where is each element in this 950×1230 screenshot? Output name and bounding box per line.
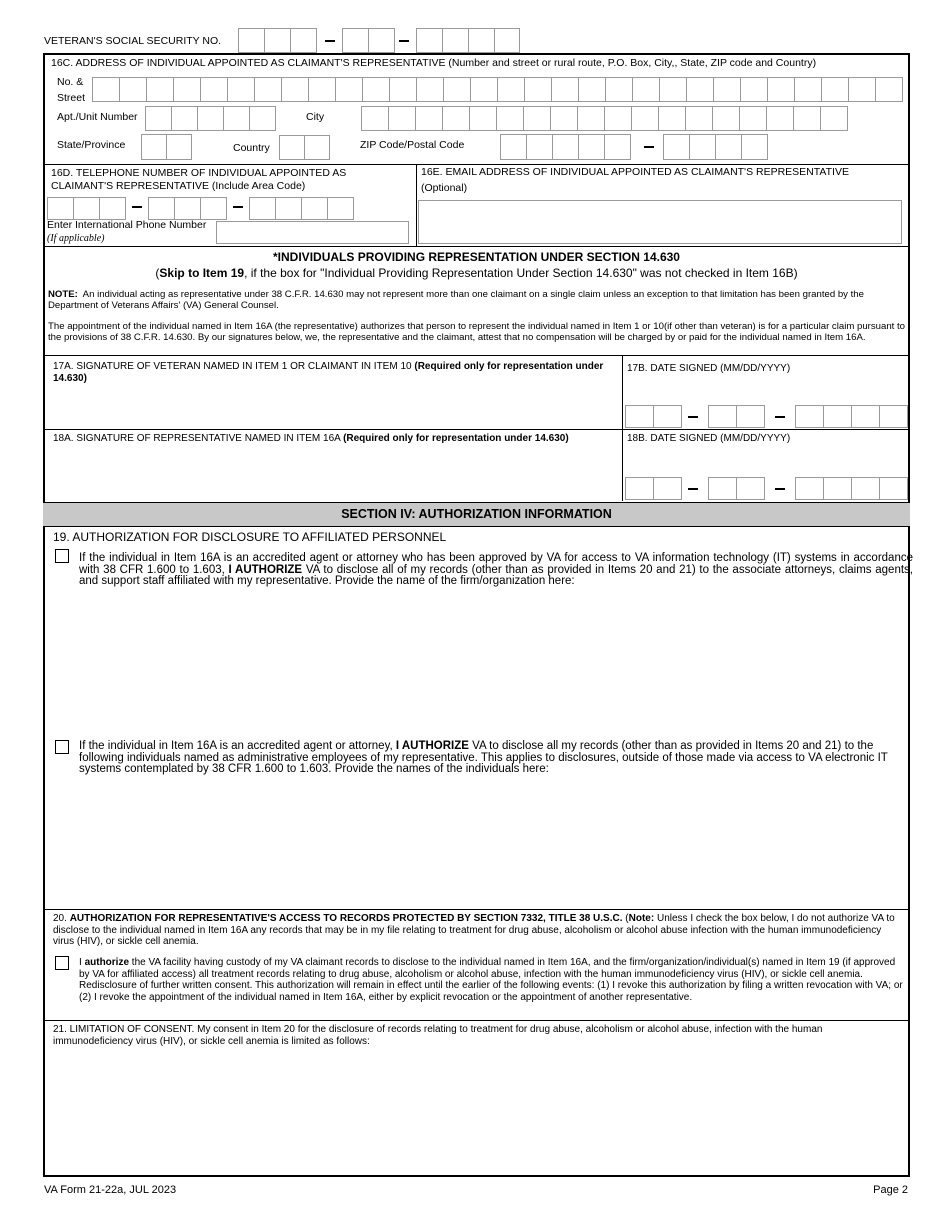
item-16e-optional: (Optional) <box>421 182 468 194</box>
street-char-box[interactable] <box>632 77 660 102</box>
year-char-box[interactable] <box>851 477 880 500</box>
city-char-box[interactable] <box>577 106 605 131</box>
divider <box>43 164 910 165</box>
dash-separator <box>775 488 785 490</box>
phone-area-char-box[interactable] <box>73 197 100 220</box>
item-17a-bold: (Required only for representation under 14.630) <box>53 361 604 384</box>
state-label: State/Province <box>57 139 126 151</box>
street-char-box[interactable] <box>848 77 876 102</box>
year-char-box[interactable] <box>823 477 852 500</box>
phone-prefix-char-box[interactable] <box>148 197 175 220</box>
street-char-box[interactable] <box>443 77 471 102</box>
section-4-title: SECTION IV: AUTHORIZATION INFORMATION <box>341 507 612 521</box>
city-char-box[interactable] <box>415 106 443 131</box>
item-18a-label <box>53 433 621 445</box>
ssn-digit-box[interactable] <box>468 28 495 53</box>
street-char-box[interactable] <box>659 77 687 102</box>
year-char-box[interactable] <box>795 477 824 500</box>
divider <box>622 355 623 501</box>
country-char-box[interactable] <box>304 135 330 160</box>
intl-phone-input[interactable] <box>216 221 409 244</box>
apt-char-box[interactable] <box>249 106 276 131</box>
item-16c-title: 16C. ADDRESS OF INDIVIDUAL APPOINTED AS CLAIMANT'S REPRESENTATIVE (Number and street or rural route, P.O. Box, City,, State, ZIP code and Country) <box>51 57 817 69</box>
year-char-box[interactable] <box>795 405 824 428</box>
city-char-box[interactable] <box>766 106 794 131</box>
street-char-box[interactable] <box>875 77 903 102</box>
dash-separator <box>132 206 142 208</box>
skip-bold: Skip to Item 19 <box>159 266 245 280</box>
street-char-box[interactable] <box>200 77 228 102</box>
limitation-area[interactable] <box>53 1052 903 1172</box>
year-char-box[interactable] <box>823 405 852 428</box>
intl-phone-note: (If applicable) <box>47 233 105 244</box>
street-char-box[interactable] <box>578 77 606 102</box>
street-char-box[interactable] <box>146 77 174 102</box>
item-20-heading <box>53 913 905 948</box>
rep-1463-heading: *INDIVIDUALS PROVIDING REPRESENTATION UNDER SECTION 14.630 <box>273 250 680 264</box>
apt-char-box[interactable] <box>171 106 198 131</box>
auth-post: the VA facility having custody of my VA claimant records to disclose to the individual named in Item 16A, and the firm/organization/individual(s) named in Item 19 (if approved by VA for affiliated access) all treatment records relating to drug abuse, alcoholism or alcohol abuse, infection with the human immunodeficiency virus (HIV), or sickle cell anemia. Redisclosure of further written consent. This authorization will remain in effect until the earlier of the following events: (1) I revoke this authorization by filing a written revocation with VA; or (2) I revoke the appointment of the individual named in Item 16A, either by explicit revocation or the appointment of another representative. <box>79 957 903 1003</box>
city-char-box[interactable] <box>523 106 551 131</box>
dash-separator <box>644 146 654 148</box>
zip-char-box[interactable] <box>500 134 527 160</box>
rep-1463-skip <box>43 266 910 280</box>
ssn-digit-box[interactable] <box>416 28 443 53</box>
item-19-option1-text <box>79 553 913 588</box>
item-21-body: My consent in Item 20 for the disclosure of records relating to treatment for drug abuse, alcoholism or alcohol abuse, infection with the human immunodeficiency virus (HIV), or sickle cell anemia is limited as follows: <box>53 1024 823 1047</box>
item-16d-title-line2: CLAIMANT'S REPRESENTATIVE (Include Area Code) <box>51 180 306 192</box>
city-char-box[interactable] <box>793 106 821 131</box>
street-char-box[interactable] <box>362 77 390 102</box>
rep-1463-appointment: The appointment of the individual named in Item 16A (the representative) authorizes that person to represent the individual named in Item 1 or 10(if other than veteran) is for a particular claim pursuant to the provisions of 38 C.F.R. 14.630. By our signatures below, we, the representative and the claimant, attest that no compensation will be charged by or paid for the individual named in Item 16A. <box>48 321 905 343</box>
intl-phone-label: Enter International Phone Number <box>47 219 207 231</box>
note-text: An individual acting as representative under 38 C.F.R. 14.630 may not represent more than one claimant on a single claim unless an exception to that limitation has been granted by the Department of Veterans Affairs' (VA) General Counsel. <box>48 289 864 311</box>
apt-char-box[interactable] <box>145 106 172 131</box>
item-18a-text: 18A. SIGNATURE OF REPRESENTATIVE NAMED IN ITEM 16A <box>53 433 341 444</box>
city-char-box[interactable] <box>469 106 497 131</box>
ssn-digit-box[interactable] <box>238 28 265 53</box>
divider <box>43 909 910 910</box>
phone-area-char-box[interactable] <box>47 197 74 220</box>
phone-area-char-box[interactable] <box>99 197 126 220</box>
ssn-digit-box[interactable] <box>442 28 469 53</box>
phone-prefix-char-box[interactable] <box>174 197 201 220</box>
street-char-box[interactable] <box>416 77 444 102</box>
skip-open: ( <box>155 266 160 280</box>
ssn-digit-box[interactable] <box>290 28 317 53</box>
firm-organization-area[interactable] <box>79 596 905 734</box>
opt1-pre: If the individual in Item 16A is an accredited agent or attorney who has been approved by VA for access to VA information technology (IT) systems in accordance with 38 CFR 1.600 to 1.603, <box>79 552 913 576</box>
skip-text: , if the box for "Individual Providing Representation Under Section 14.630" was not checked in Item 16B) <box>244 266 798 280</box>
street-char-box[interactable] <box>794 77 822 102</box>
street-char-box[interactable] <box>281 77 309 102</box>
opt2-bold: I AUTHORIZE <box>395 740 469 752</box>
street-char-box[interactable] <box>92 77 120 102</box>
zip-char-box[interactable] <box>552 134 579 160</box>
city-char-box[interactable] <box>631 106 659 131</box>
item-20-note-text: Unless I check the box below, I do not authorize VA to disclose to the individual named in Item 16A any records that may be in my file relating to treatment for drug abuse, alcoholism or alcohol abuse infection with the human immunodeficiency virus (HIV), or sickle cell anemia. <box>53 913 895 947</box>
dash-separator <box>775 416 785 418</box>
item-19-title: 19. AUTHORIZATION FOR DISCLOSURE TO AFFILIATED PERSONNEL <box>53 530 447 544</box>
email-input[interactable] <box>418 200 902 244</box>
country-label: Country <box>233 142 270 154</box>
city-char-box[interactable] <box>361 106 389 131</box>
zip-ext-char-box[interactable] <box>663 134 690 160</box>
opt2-post: VA to disclose all my records (other than as provided in Items 20 and 21) to the following individuals named as administrative employees of my representative. This applies to disclosures, outside of those made via access to VA electronic IT systems contemplated by 38 CFR 1.600 to 1.603. Provide the names of the individuals here: <box>79 740 888 775</box>
phone-line-char-box[interactable] <box>249 197 276 220</box>
phone-line-char-box[interactable] <box>327 197 354 220</box>
dash-separator <box>399 40 409 42</box>
state-char-box[interactable] <box>166 134 192 160</box>
item-21-text <box>53 1024 905 1047</box>
street-char-box[interactable] <box>524 77 552 102</box>
month-char-box[interactable] <box>653 405 682 428</box>
zip-char-box[interactable] <box>526 134 553 160</box>
street-char-box[interactable] <box>227 77 255 102</box>
city-char-box[interactable] <box>550 106 578 131</box>
street-char-box[interactable] <box>389 77 417 102</box>
street-char-box[interactable] <box>713 77 741 102</box>
note-label: NOTE: <box>48 289 78 300</box>
apt-label: Apt./Unit Number <box>57 111 138 123</box>
item-16d-title <box>51 167 346 193</box>
month-char-box[interactable] <box>625 477 654 500</box>
phone-line-char-box[interactable] <box>275 197 302 220</box>
opt2-pre: If the individual in Item 16A is an accredited agent or attorney, <box>79 740 393 752</box>
item-20-num: 20. <box>53 913 67 924</box>
zip-char-box[interactable] <box>604 134 631 160</box>
apt-char-box[interactable] <box>223 106 250 131</box>
phone-line-char-box[interactable] <box>301 197 328 220</box>
divider <box>43 429 910 430</box>
item-19-option1-checkbox[interactable] <box>55 549 69 563</box>
city-char-box[interactable] <box>739 106 767 131</box>
city-char-box[interactable] <box>442 106 470 131</box>
item-18a-bold: (Required only for representation under 14.630) <box>343 433 569 444</box>
item-19-option2-text <box>79 741 909 776</box>
street-char-box[interactable] <box>119 77 147 102</box>
street-char-box[interactable] <box>551 77 579 102</box>
zip-ext-char-box[interactable] <box>689 134 716 160</box>
ssn-label: VETERAN'S SOCIAL SECURITY NO. <box>44 35 222 47</box>
divider <box>43 355 910 356</box>
divider <box>43 1020 910 1021</box>
item-16d-title-line1: 16D. TELEPHONE NUMBER OF INDIVIDUAL APPOINTED AS <box>51 167 347 179</box>
divider <box>416 164 417 246</box>
street-char-box[interactable] <box>173 77 201 102</box>
footer-page-number: Page 2 <box>873 1184 908 1196</box>
street-char-box[interactable] <box>470 77 498 102</box>
zip-ext-char-box[interactable] <box>741 134 768 160</box>
city-char-box[interactable] <box>685 106 713 131</box>
city-char-box[interactable] <box>496 106 524 131</box>
ssn-digit-box[interactable] <box>264 28 291 53</box>
individual-names-area[interactable] <box>79 780 905 906</box>
street-char-box[interactable] <box>767 77 795 102</box>
dash-separator <box>325 40 335 42</box>
year-char-box[interactable] <box>879 405 908 428</box>
no-street-label <box>57 74 85 106</box>
no-street-label-line2: Street <box>57 92 86 104</box>
street-char-box[interactable] <box>497 77 525 102</box>
divider <box>43 246 910 247</box>
item-18b-label: 18B. DATE SIGNED (MM/DD/YYYY) <box>627 433 791 444</box>
street-char-box[interactable] <box>308 77 336 102</box>
no-street-label-line1: No. & <box>57 76 84 88</box>
auth-pre: I <box>79 957 82 968</box>
year-char-box[interactable] <box>879 477 908 500</box>
city-char-box[interactable] <box>820 106 848 131</box>
ssn-digit-box[interactable] <box>494 28 520 53</box>
dash-separator <box>688 416 698 418</box>
city-char-box[interactable] <box>388 106 416 131</box>
rep-1463-note <box>48 289 906 311</box>
zip-char-box[interactable] <box>578 134 605 160</box>
month-char-box[interactable] <box>653 477 682 500</box>
zip-ext-char-box[interactable] <box>715 134 742 160</box>
state-char-box[interactable] <box>141 134 167 160</box>
item-17a-text: 17A. SIGNATURE OF VETERAN NAMED IN ITEM 1 OR CLAIMANT IN ITEM 10 <box>53 361 412 372</box>
apt-char-box[interactable] <box>197 106 224 131</box>
street-char-box[interactable] <box>686 77 714 102</box>
item-20-bold: AUTHORIZATION FOR REPRESENTATIVE'S ACCESS TO RECORDS PROTECTED BY SECTION 7332, TITLE 38 U.S.C. <box>69 913 623 924</box>
city-char-box[interactable] <box>604 106 632 131</box>
day-char-box[interactable] <box>708 477 737 500</box>
opt1-post: VA to disclose all of my records (other than as provided in Items 20 and 21) to the associate attorneys, claims agents, and support staff affiliated with my representative. Provide the name of the firm/organization here: <box>79 563 913 587</box>
city-label: City <box>306 111 325 123</box>
item-20-note-label: Note: <box>628 913 655 924</box>
signature-18a-area[interactable] <box>46 450 620 498</box>
city-char-box[interactable] <box>658 106 686 131</box>
street-char-box[interactable] <box>605 77 633 102</box>
opt1-bold: I AUTHORIZE <box>228 563 303 576</box>
footer-form-id: VA Form 21-22a, JUL 2023 <box>44 1184 177 1196</box>
item-20-checkbox[interactable] <box>55 956 69 970</box>
item-16e-title: 16E. EMAIL ADDRESS OF INDIVIDUAL APPOINTED AS CLAIMANT'S REPRESENTATIVE <box>421 166 849 178</box>
item-20-note-open: ( <box>625 913 629 924</box>
street-char-box[interactable] <box>740 77 768 102</box>
month-char-box[interactable] <box>625 405 654 428</box>
street-char-box[interactable] <box>254 77 282 102</box>
country-char-box[interactable] <box>279 135 305 160</box>
street-char-box[interactable] <box>335 77 363 102</box>
item-20-authorize-text <box>79 957 905 1003</box>
day-char-box[interactable] <box>736 405 765 428</box>
auth-bold: authorize <box>84 957 130 968</box>
day-char-box[interactable] <box>708 405 737 428</box>
ssn-digit-box[interactable] <box>368 28 395 53</box>
item-19-option2-checkbox[interactable] <box>55 740 69 754</box>
dash-separator <box>688 488 698 490</box>
day-char-box[interactable] <box>736 477 765 500</box>
phone-prefix-char-box[interactable] <box>200 197 227 220</box>
zip-label: ZIP Code/Postal Code <box>360 139 465 151</box>
street-char-box[interactable] <box>821 77 849 102</box>
item-17a-label <box>53 361 621 385</box>
dash-separator <box>233 206 243 208</box>
ssn-digit-box[interactable] <box>342 28 369 53</box>
signature-17a-area[interactable] <box>46 390 620 426</box>
item-21-label: 21. LIMITATION OF CONSENT. <box>53 1024 195 1035</box>
item-17b-label: 17B. DATE SIGNED (MM/DD/YYYY) <box>627 363 791 374</box>
city-char-box[interactable] <box>712 106 740 131</box>
year-char-box[interactable] <box>851 405 880 428</box>
